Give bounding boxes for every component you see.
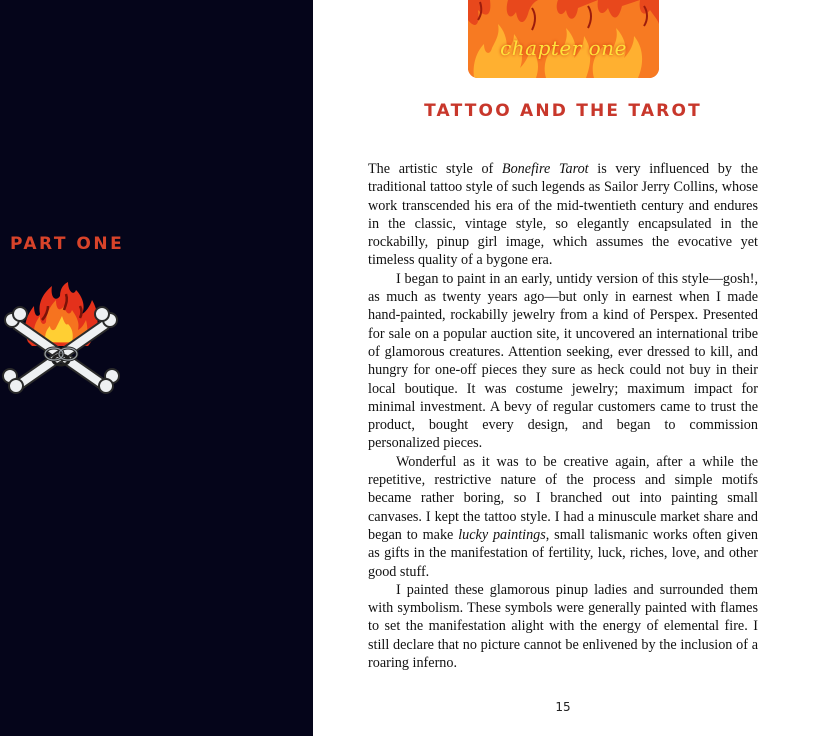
paragraph-1-text-a: The artistic style of	[368, 161, 502, 177]
paragraph-3	[368, 453, 758, 581]
paragraph-1	[368, 160, 758, 270]
left-sidebar-panel	[0, 0, 313, 736]
page-number: 15	[555, 700, 571, 714]
book-page	[313, 0, 813, 736]
paragraph-4: I painted these glamorous pinup ladies and surrounded them with symbolism. These symbols were generally painted with flames to set the manifestation alight with the energy of elemental fire. I still declare that no picture cannot be enlivened by the inclusion of a roaring inferno.	[368, 581, 758, 672]
chapter-tab	[468, 0, 659, 78]
chapter-title: TATTOO AND THE TAROT	[424, 101, 702, 121]
chapter-number-label: chapter one	[500, 36, 627, 60]
paragraph-2: I began to paint in an early, untidy version of this style—gosh!, as much as twenty years ago—but only in earnest when I made hand-painted, rockabilly jewelry from a kind of Perspex. Presented for sale on a popular auction site, it uncovered an international tribe of glamorous creatures. Attention seeking, ever dressed to kill, and hungry for one-off pieces they sure as heck could not buy in their local boutique. It was costume jewelry; maximum impact for minimal investment. A bevy of regular customers came to trust the product, bought every design, and began to commission personalized pieces.	[368, 270, 758, 452]
book-title-italic: Bonefire Tarot	[501, 161, 589, 177]
part-label: PART ONE	[10, 234, 125, 254]
body-text	[368, 160, 758, 672]
paragraph-1-text-b: is very influenced by the traditional tattoo style of such legends as Sailor Jerry Collins, whose work transcended his era of the mid-twentieth century and endures in the classic, vintage style, so elegantly encapsulated in the rockabilly, pinup girl image, which assumes the evocative yet timeless quality of a bygone era.	[368, 161, 758, 269]
paragraph-3-text-b: , small talismanic works often given as gifts in the manifestation of fertility, luck, riches, love, and other good stuff.	[368, 526, 758, 580]
paragraph-3-text-a: Wonderful as it was to be creative again, after a while the repetitive, restrictive nature of the process and simple motifs became rather boring, so I branched out into painting small canvases. I kept the tattoo style. I had a minuscule market share and began to make	[368, 453, 758, 543]
bonfire-crossbones-icon	[2, 280, 120, 398]
lucky-paintings-italic: lucky paintings	[458, 526, 546, 543]
